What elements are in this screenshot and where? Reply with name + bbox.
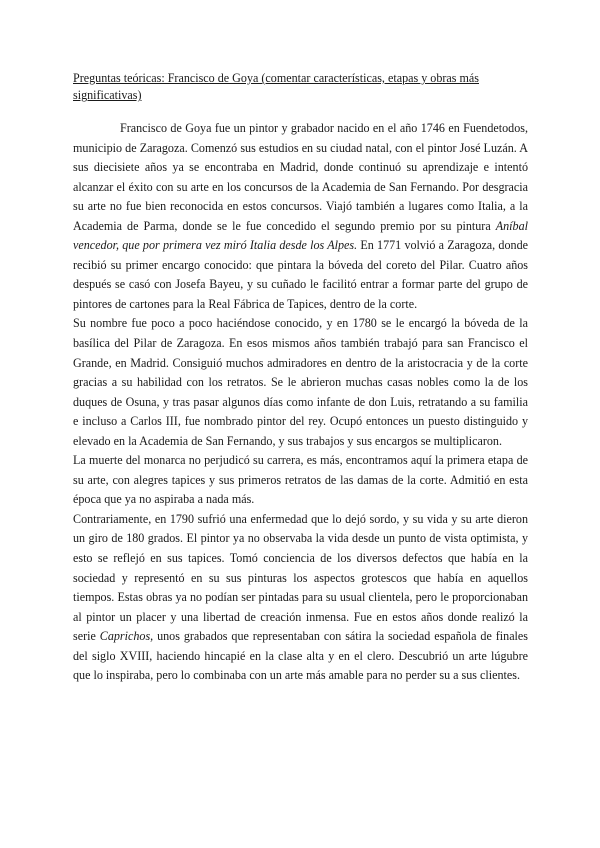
- paragraph-career-rise: Su nombre fue poco a poco haciéndose conocido, y en 1780 se le encargó la bóveda de la basílica del Pilar de Zaragoza. En esos mismos años también trabajó para san Francisco el Grande, en Madrid. Consiguió muchos admiradores en dentro de la aristocracia y de la corte gracias a su habilidad con los retratos. Se le abrieron muchas casas nobles como la de los duques de Osuna, y tras pasar algunos días como infante de don Luis, retratando a su familia e incluso a Carlos III, fue nombrado pintor del rey. Ocupó entonces un puesto distinguido y elevado en la Academia de San Fernando, y sus trabajos y sus encargos se multiplicaron.: [73, 316, 528, 448]
- artwork-title-caprichos: Caprichos,: [99, 629, 154, 644]
- paragraph-text: Francisco de Goya fue un pintor y grabador nacido en el año 1746 en Fuendetodos, municipio de Zaragoza. Comenzó sus estudios en su ciudad natal, con el pintor José Luzán. A sus diecisiete años ya se encontraba en Madrid, donde continuó su aprendizaje e intentó alcanzar el éxito con su arte en los concursos de la Academia de San Fernando. Por desgracia su arte no fue bien reconocida en estos concursos. Viajó también a lugares como Italia, a la Academia de Parma, donde se le fue concedido el segundo premio por su pintura: [73, 121, 528, 233]
- paragraph-biography-early: [73, 119, 528, 314]
- artwork-title-anibal: Aníbal vencedor, que por primera vez miró Italia desde los Alpes.: [73, 218, 528, 253]
- paragraph-text: unos grabados que representaban con sátira la sociedad española de finales del siglo XVIII, haciendo hincapié en la clase alta y en el clero. Descubrió un arte lúgubre que lo inspiraba, pero lo combinaba con un arte más amable para no perder su a sus clientes.: [73, 629, 528, 683]
- paragraph-text: Contrariamente, en 1790 sufrió una enfermedad que lo dejó sordo, y su vida y su arte dieron un giro de 180 grados. El pintor ya no observaba la vida desde un punto de vista optimista, y esto se reflejó en sus tapices. Tomó conciencia de los diversos defectos que había en la sociedad y representó en su sus pinturas los aspectos grotescos que había en aquellos tiempos. Estas obras ya no podían ser pintadas para su usual clientela, pero le proporcionaban al pintor un placer y una libertad de creación inmensa. Fue en estos años donde realizó la serie: [73, 511, 528, 644]
- page-title: Preguntas teóricas: Francisco de Goya (comentar características, etapas y obras más significativas): [73, 71, 479, 103]
- document-body: [73, 119, 528, 686]
- paragraph-illness-turn: [73, 510, 528, 686]
- paragraph-first-stage: La muerte del monarca no perjudicó su carrera, es más, encontramos aquí la primera etapa de su arte, con alegres tapices y sus primeros retratos de las damas de la corte. Admitió en esta época que ya no aspiraba a nada más.: [73, 453, 528, 507]
- paragraph-text: En 1771 volvió a Zaragoza, donde recibió su primer encargo conocido: que pintara la bóveda del coreto del Pilar. Cuatro años después se casó con Josefa Bayeu, y su cuñado le facilitó entrar a formar parte del grupo de pintores de cartones para la Real Fábrica de Tapices, dentro de la corte.: [73, 238, 528, 311]
